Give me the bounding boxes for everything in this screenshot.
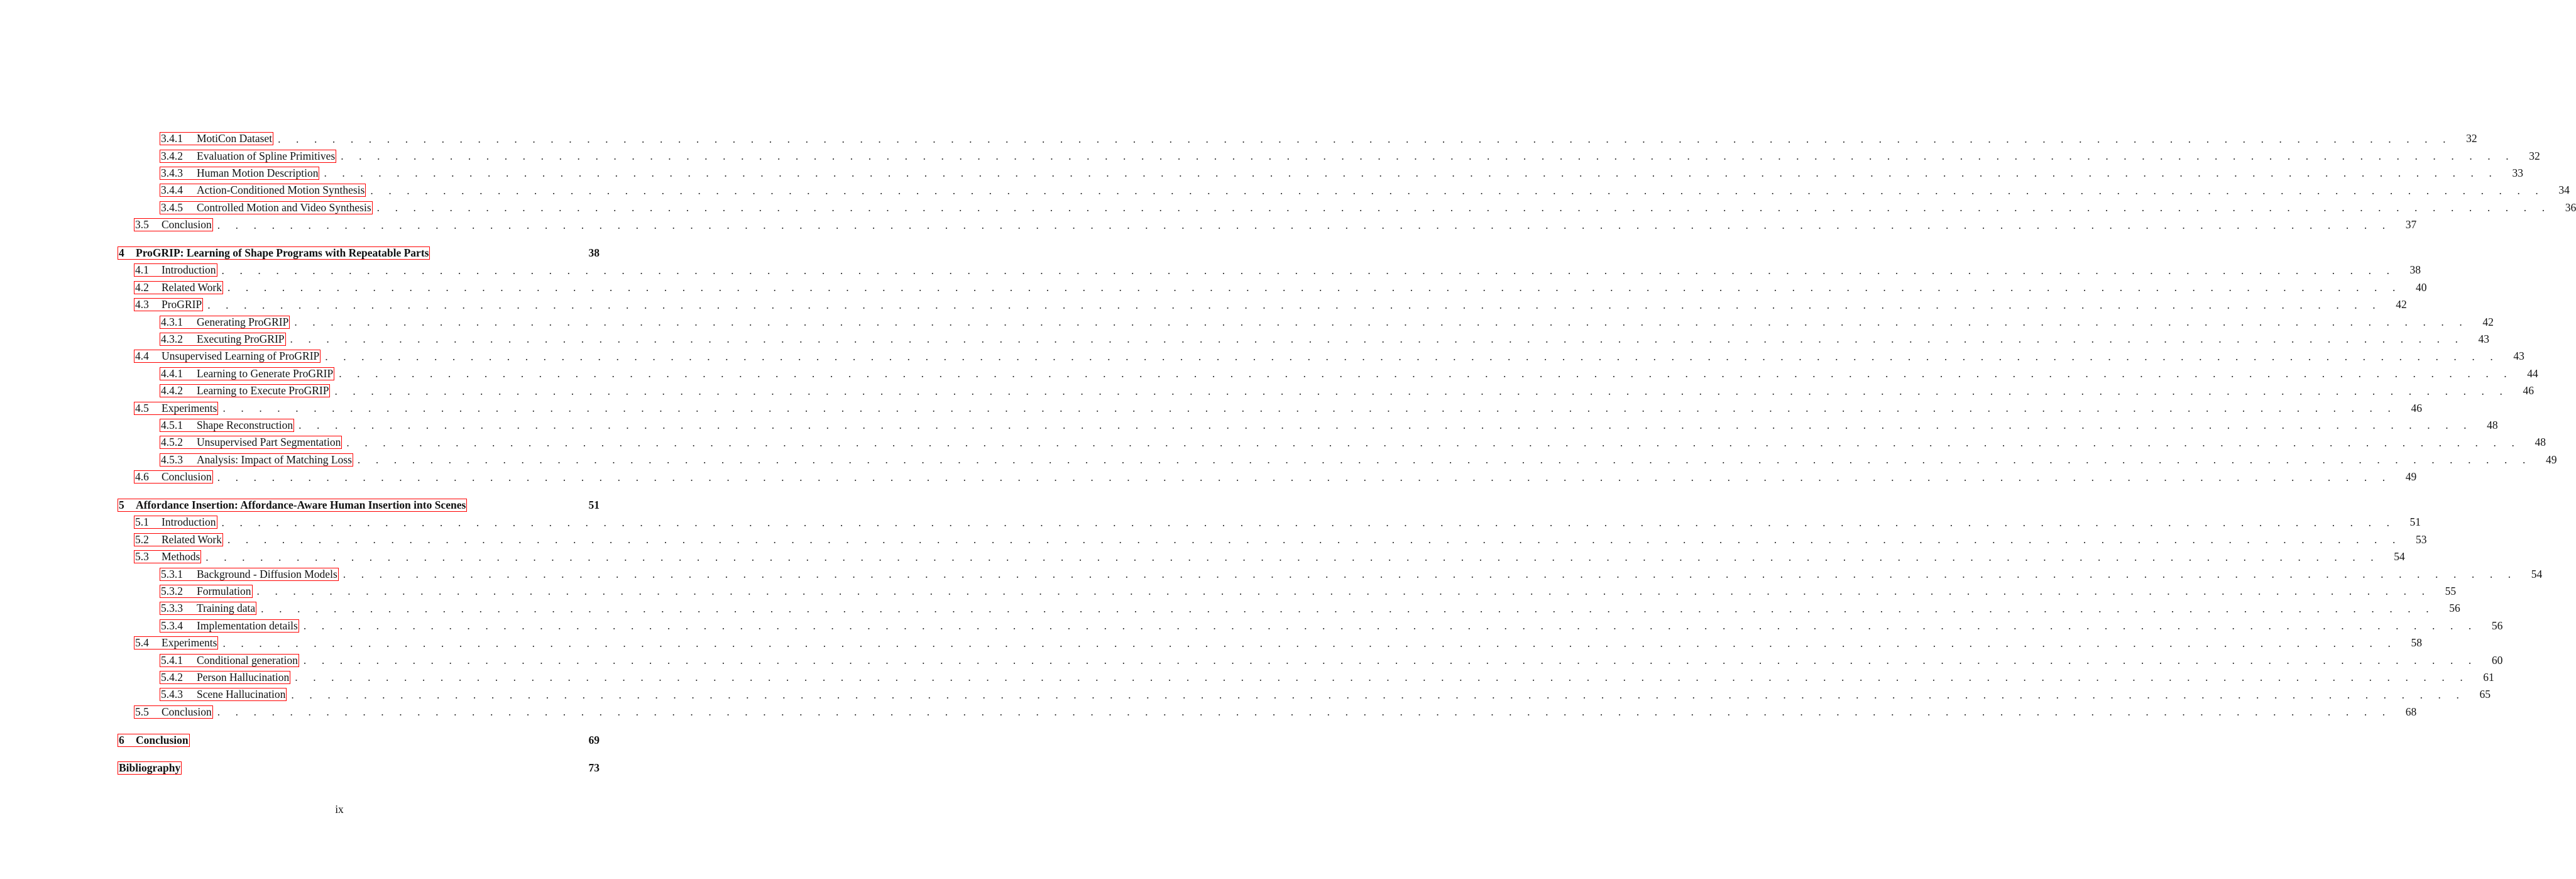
toc-entry-title: Affordance Insertion: Affordance-Aware Human Insertion into Scenes (136, 499, 466, 511)
toc-chapter-row (118, 760, 600, 777)
toc-page-number: 73 (588, 761, 600, 775)
dot-leader: . . . . . . . . . . . . . . . . . . . . . . . . . . . . . . . . . . . . . . . . . . . . . . . . . . . . . . . . . . . . . . . . . . . . . . . . . . . . . . . . . . . . . . . . . . . . . . . . . . . . . . . . . . . . . . . . . . . . . . . . (256, 585, 2431, 598)
toc-section-row (118, 634, 2422, 651)
toc-link[interactable] (134, 516, 217, 528)
toc-section-row (118, 313, 2494, 330)
toc-section-row (118, 468, 2417, 485)
toc-section-row (118, 531, 2427, 548)
toc-section-row (118, 199, 2576, 216)
toc-chapter-row (118, 245, 600, 262)
toc-link[interactable] (160, 316, 289, 328)
toc-entry-number: 4.4.2 (161, 384, 183, 397)
toc-page-number: 55 (2445, 584, 2457, 597)
toc-entry-title: Shape Reconstruction (197, 418, 293, 431)
toc-link[interactable] (160, 333, 285, 345)
toc-section-row (118, 262, 2421, 279)
dot-leader: . . . . . . . . . . . . . . . . . . . . . . . . . . . . . . . . . . . . . . . . . . . . . . . . . . . . . . . . . . . . . . . . . . . . . . . . . . . . . . . . . . . . . . . . . . . . . . . . . . . . . . . . . . . . . . . . . . . . . . . . (290, 333, 2465, 346)
toc-entry-title: Unsupervised Learning of ProGRIP (162, 350, 320, 363)
toc-page-number: 54 (2394, 550, 2405, 563)
toc-section-row (118, 617, 2503, 634)
dot-leader: . . . . . . . . . . . . . . . . . . . . . . . . . . . . . . . . . . . . . . . . . . . . . . . . . . . . . . . . . . . . . . . . . . . . . . . . . . . . . . . . . . . . . . . . . . . . . . . . . . . . . . . . . . . . . . . . . . . . . . . . (341, 150, 2515, 163)
toc-page-number: 51 (588, 499, 600, 511)
toc-entry-number: 4.3.2 (161, 332, 183, 345)
toc-link[interactable] (134, 706, 212, 718)
toc-entry-title: Introduction (162, 516, 216, 529)
dot-leader: . . . . . . . . . . . . . . . . . . . . . . . . . . . . . . . . . . . . . . . . . . . . . . . . . . . . . . . . . . . . . . . . . . . . . . . . . . . . . . . . . . . . . . . . . . . . . . . . . . . . . . . . . . . . . . . . . . . . . . . . (325, 350, 2499, 363)
toc-page-number: 56 (2491, 619, 2503, 632)
toc-entry-title: Conclusion (162, 470, 212, 484)
toc-entry-number: 3.4.3 (161, 166, 183, 179)
toc-entry-title: Introduction (162, 263, 216, 277)
dot-leader: . . . . . . . . . . . . . . . . . . . . . . . . . . . . . . . . . . . . . . . . . . . . . . . . . . . . . . . . . . . . . . . . . . . . . . . . . . . . . . . . . . . . . . . . . . . . . . . . . . . . . . . . . . . . . . . . . . . . . . . . (370, 184, 2545, 197)
toc-link[interactable] (160, 568, 338, 580)
toc-entry-title: Evaluation of Spline Primitives (197, 149, 336, 162)
dot-leader: . . . . . . . . . . . . . . . . . . . . . . . . . . . . . . . . . . . . . . . . . . . . . . . . . . . . . . . . . . . . . . . . . . . . . . . . . . . . . . . . . . . . . . . . . . . . . . . . . . . . . . . . . . . . . . . . . . . . . . . . (303, 654, 2478, 667)
toc-page-number: 48 (2535, 436, 2546, 449)
toc-link[interactable] (134, 471, 212, 483)
toc-section-row (118, 296, 2407, 313)
toc-page-number: 34 (2558, 184, 2570, 197)
toc-link[interactable] (160, 620, 299, 632)
toc-link[interactable] (160, 585, 252, 597)
toc-link[interactable] (160, 672, 290, 683)
toc-link[interactable] (160, 602, 256, 614)
toc-entry-title: Controlled Motion and Video Synthesis (197, 201, 371, 214)
dot-leader: . . . . . . . . . . . . . . . . . . . . . . . . . . . . . . . . . . . . . . . . . . . . . . . . . . . . . . . . . . . . . . . . . . . . . . . . . . . . . . . . . . . . . . . . . . . . . . . . . . . . . . . . . . . . . . . . . . . . . . . . (324, 167, 2498, 180)
dot-leader: . . . . . . . . . . . . . . . . . . . . . . . . . . . . . . . . . . . . . . . . . . . . . . . . . . . . . . . . . . . . . . . . . . . . . . . . . . . . . . . . . . . . . . . . . . . . . . . . . . . . . . . . . . . . . . . . . . . . . . . . (357, 453, 2532, 467)
toc-link[interactable] (160, 133, 273, 145)
toc-entry-number: 5.4.2 (161, 670, 183, 683)
toc-page-number: 40 (2415, 280, 2427, 294)
toc-link[interactable] (160, 688, 286, 700)
toc-page-number: 44 (2527, 367, 2538, 380)
toc-page-number: 42 (2396, 298, 2407, 311)
toc-page-number: 60 (2491, 653, 2503, 666)
dot-leader: . . . . . . . . . . . . . . . . . . . . . . . . . . . . . . . . . . . . . . . . . . . . . . . . . . . . . . . . . . . . . . . . . . . . . . . . . . . . . . . . . . . . . . . . . . . . . . . . . . . . . . . . . . . . . . . . . . . . . . . . (376, 201, 2551, 214)
toc-page-number: 69 (588, 733, 600, 746)
toc-section-row (118, 417, 2498, 434)
dot-leader: . . . . . . . . . . . . . . . . . . . . . . . . . . . . . . . . . . . . . . . . . . . . . . . . . . . . . . . . . . . . . . . . . . . . . . . . . . . . . . . . . . . . . . . . . . . . . . . . . . . . . . . . . . . . . . . . . . . . . . . . (294, 316, 2469, 329)
dot-leader: . . . . . . . . . . . . . . . . . . . . . . . . . . . . . . . . . . . . . . . . . . . . . . . . . . . . . . . . . . . . . . . . . . . . . . . . . . . . . . . . . . . . . . . . . . . . . . . . . . . . . . . . . . . . . . . . . . . . . . . . (227, 533, 2402, 546)
toc-page-number: 65 (2479, 688, 2491, 701)
toc-link[interactable] (160, 436, 341, 448)
toc-entry-number: 5.5 (135, 705, 149, 718)
toc-page-number: 54 (2531, 567, 2543, 580)
toc-section-row (118, 704, 2417, 721)
toc-link[interactable] (160, 385, 329, 397)
toc-page-number: 58 (2411, 636, 2422, 650)
toc-entry-title: Person Hallucination (197, 670, 290, 683)
toc-link[interactable] (134, 264, 217, 276)
toc-entry-title: Related Work (162, 533, 222, 546)
toc-entry-number: 4.4.1 (161, 367, 183, 380)
dot-leader: . . . . . . . . . . . . . . . . . . . . . . . . . . . . . . . . . . . . . . . . . . . . . . . . . . . . . . . . . . . . . . . . . . . . . . . . . . . . . . . . . . . . . . . . . . . . . . . . . . . . . . . . . . . . . . . . . . . . . . . . (343, 568, 2518, 581)
dot-leader: . . . . . . . . . . . . . . . . . . . . . . . . . . . . . . . . . . . . . . . . . . . . . . . . . . . . . . . . . . . . . . . . . . . . . . . . . . . . . . . . . . . . . . . . . . . . . . . . . . . . . . . . . . . . . . . . . . . . . . . . (303, 619, 2478, 633)
toc-section-row (118, 147, 2540, 164)
toc-entry-title: Scene Hallucination (197, 688, 286, 701)
toc-section-row (118, 165, 2523, 182)
toc-entry-number: 5.3.1 (161, 567, 183, 580)
toc-entry-number: 5.4 (135, 636, 149, 650)
toc-page-number: 46 (2411, 401, 2422, 414)
toc-page-number: 42 (2482, 315, 2494, 328)
toc-entry-number: 5.3 (135, 550, 149, 563)
toc-entry-title: Methods (162, 550, 200, 563)
toc-link[interactable] (134, 219, 212, 231)
toc-section-row (118, 365, 2538, 382)
toc-link[interactable] (160, 167, 319, 179)
toc-entry-title: Conclusion (162, 218, 212, 231)
toc-entry-number: 3.5 (135, 218, 149, 231)
toc-entry-title: Learning to Execute ProGRIP (197, 384, 329, 397)
toc-page-number: 36 (2565, 201, 2576, 214)
toc-entry-number: 5.2 (135, 533, 149, 546)
toc-entry-title: Generating ProGRIP (197, 315, 289, 328)
dot-leader: . . . . . . . . . . . . . . . . . . . . . . . . . . . . . . . . . . . . . . . . . . . . . . . . . . . . . . . . . . . . . . . . . . . . . . . . . . . . . . . . . . . . . . . . . . . . . . . . . . . . . . . . . . . . . . . . . . . . . . . . (217, 705, 2392, 719)
toc-link[interactable] (118, 247, 429, 259)
toc-section-row (118, 686, 2491, 703)
toc-entry-title: Human Motion Description (197, 166, 319, 179)
toc-page-number: 37 (2405, 218, 2417, 231)
toc-entry-number: 4.5.2 (161, 436, 183, 449)
toc-entry-title: Conclusion (136, 733, 189, 746)
dot-leader: . . . . . . . . . . . . . . . . . . . . . . . . . . . . . . . . . . . . . . . . . . . . . . . . . . . . . . . . . . . . . . . . . . . . . . . . . . . . . . . . . . . . . . . . . . . . . . . . . . . . . . . . . . . . . . . . . . . . . . . . (278, 132, 2452, 145)
toc-page-number: 49 (2545, 453, 2557, 466)
toc-page-number: 46 (2523, 384, 2534, 397)
toc-link[interactable] (160, 454, 353, 466)
dot-leader: . . . . . . . . . . . . . . . . . . . . . . . . . . . . . . . . . . . . . . . . . . . . . . . . . . . . . . . . . . . . . . . . . . . . . . . . . . . . . . . . . . . . . . . . . . . . . . . . . . . . . . . . . . . . . . . . . . . . . . . . (227, 281, 2402, 294)
toc-section-row (118, 651, 2503, 668)
toc-entry-title: Unsupervised Part Segmentation (197, 436, 341, 449)
dot-leader: . . . . . . . . . . . . . . . . . . . . . . . . . . . . . . . . . . . . . . . . . . . . . . . . . . . . . . . . . . . . . . . . . . . . . . . . . . . . . . . . . . . . . . . . . . . . . . . . . . . . . . . . . . . . . . . . . . . . . . . . (207, 298, 2382, 311)
toc-section-row (118, 216, 2417, 233)
toc-entry-title: Bibliography (119, 761, 181, 775)
toc-entry-number: 4.4 (135, 350, 149, 363)
toc-entry-number: 5.1 (135, 516, 149, 529)
table-of-contents (118, 130, 2576, 777)
toc-entry-number: 4.3 (135, 298, 149, 311)
toc-entry-number: 4 (119, 246, 124, 260)
toc-page-number: 43 (2478, 332, 2490, 345)
toc-section-row (118, 382, 2534, 399)
dot-leader: . . . . . . . . . . . . . . . . . . . . . . . . . . . . . . . . . . . . . . . . . . . . . . . . . . . . . . . . . . . . . . . . . . . . . . . . . . . . . . . . . . . . . . . . . . . . . . . . . . . . . . . . . . . . . . . . . . . . . . . . (339, 367, 2513, 380)
toc-entry-number: 5.3.2 (161, 584, 183, 597)
toc-entry-number: 4.3.1 (161, 315, 183, 328)
dot-leader: . . . . . . . . . . . . . . . . . . . . . . . . . . . . . . . . . . . . . . . . . . . . . . . . . . . . . . . . . . . . . . . . . . . . . . . . . . . . . . . . . . . . . . . . . . . . . . . . . . . . . . . . . . . . . . . . . . . . . . . . (334, 384, 2509, 397)
dot-leader: . . . . . . . . . . . . . . . . . . . . . . . . . . . . . . . . . . . . . . . . . . . . . . . . . . . . . . . . . . . . . . . . . . . . . . . . . . . . . . . . . . . . . . . . . . . . . . . . . . . . . . . . . . . . . . . . . . . . . . . . (222, 636, 2397, 650)
toc-entry-title: Analysis: Impact of Matching Loss (197, 453, 352, 466)
toc-chapter-row (118, 497, 600, 514)
toc-page-number: 33 (2512, 166, 2523, 179)
dot-leader: . . . . . . . . . . . . . . . . . . . . . . . . . . . . . . . . . . . . . . . . . . . . . . . . . . . . . . . . . . . . . . . . . . . . . . . . . . . . . . . . . . . . . . . . . . . . . . . . . . . . . . . . . . . . . . . . . . . . . . . . (261, 602, 2435, 615)
toc-section-row (118, 130, 2477, 147)
toc-entry-title: Learning to Generate ProGRIP (197, 367, 334, 380)
toc-entry-title: Related Work (162, 280, 222, 294)
page-number: ix (335, 803, 344, 815)
toc-page-number: 68 (2405, 705, 2417, 718)
toc-link[interactable] (134, 299, 202, 311)
toc-page-number: 61 (2483, 670, 2494, 683)
toc-page-number: 43 (2513, 350, 2524, 363)
toc-entry-number: 5 (119, 499, 124, 511)
toc-entry-title: Conclusion (162, 705, 212, 718)
toc-page-number: 49 (2405, 470, 2417, 484)
toc-section-row (118, 451, 2557, 468)
toc-section-row (118, 348, 2524, 365)
toc-entry-number: 4.5.3 (161, 453, 183, 466)
toc-section-row (118, 600, 2460, 617)
toc-section-row (118, 514, 2421, 531)
toc-entry-number: 4.2 (135, 280, 149, 294)
dot-leader: . . . . . . . . . . . . . . . . . . . . . . . . . . . . . . . . . . . . . . . . . . . . . . . . . . . . . . . . . . . . . . . . . . . . . . . . . . . . . . . . . . . . . . . . . . . . . . . . . . . . . . . . . . . . . . . . . . . . . . . . (295, 671, 2469, 684)
toc-link[interactable] (134, 402, 217, 414)
toc-entry-title: ProGRIP: Learning of Shape Programs with Repeatable Parts (136, 246, 429, 260)
toc-entry-title: Background - Diffusion Models (197, 567, 337, 580)
toc-link[interactable] (160, 150, 336, 162)
toc-section-row (118, 548, 2405, 565)
toc-section-row (118, 565, 2543, 582)
toc-link[interactable] (160, 419, 293, 431)
dot-leader: . . . . . . . . . . . . . . . . . . . . . . . . . . . . . . . . . . . . . . . . . . . . . . . . . . . . . . . . . . . . . . . . . . . . . . . . . . . . . . . . . . . . . . . . . . . . . . . . . . . . . . . . . . . . . . . . . . . . . . . . (222, 402, 2397, 415)
dot-leader: . . . . . . . . . . . . . . . . . . . . . . . . . . . . . . . . . . . . . . . . . . . . . . . . . . . . . . . . . . . . . . . . . . . . . . . . . . . . . . . . . . . . . . . . . . . . . . . . . . . . . . . . . . . . . . . . . . . . . . . . (217, 470, 2392, 484)
toc-entry-number: 4.6 (135, 470, 149, 484)
toc-entry-title: Implementation details (197, 619, 298, 632)
toc-entry-number: 4.1 (135, 263, 149, 277)
toc-link[interactable] (134, 637, 217, 649)
toc-entry-title: Action-Conditioned Motion Synthesis (197, 184, 365, 197)
toc-page-number: 38 (2409, 263, 2421, 277)
dot-leader: . . . . . . . . . . . . . . . . . . . . . . . . . . . . . . . . . . . . . . . . . . . . . . . . . . . . . . . . . . . . . . . . . . . . . . . . . . . . . . . . . . . . . . . . . . . . . . . . . . . . . . . . . . . . . . . . . . . . . . . . (221, 516, 2396, 529)
toc-link[interactable] (134, 551, 200, 563)
toc-entry-number: 5.3.4 (161, 619, 183, 632)
toc-entry-title: Training data (197, 602, 256, 615)
toc-entry-title: Formulation (197, 584, 251, 597)
toc-page-number: 48 (2487, 418, 2498, 431)
dot-leader: . . . . . . . . . . . . . . . . . . . . . . . . . . . . . . . . . . . . . . . . . . . . . . . . . . . . . . . . . . . . . . . . . . . . . . . . . . . . . . . . . . . . . . . . . . . . . . . . . . . . . . . . . . . . . . . . . . . . . . . . (299, 419, 2473, 432)
toc-link[interactable] (134, 282, 222, 294)
toc-chapter-row (118, 731, 600, 748)
toc-page-number: 56 (2449, 602, 2460, 615)
toc-entry-title: Experiments (162, 401, 217, 414)
dot-leader: . . . . . . . . . . . . . . . . . . . . . . . . . . . . . . . . . . . . . . . . . . . . . . . . . . . . . . . . . . . . . . . . . . . . . . . . . . . . . . . . . . . . . . . . . . . . . . . . . . . . . . . . . . . . . . . . . . . . . . . . (221, 263, 2396, 277)
dot-leader: . . . . . . . . . . . . . . . . . . . . . . . . . . . . . . . . . . . . . . . . . . . . . . . . . . . . . . . . . . . . . . . . . . . . . . . . . . . . . . . . . . . . . . . . . . . . . . . . . . . . . . . . . . . . . . . . . . . . . . . . (217, 218, 2392, 231)
toc-entry-title: MotiCon Dataset (197, 132, 273, 145)
toc-section-row (118, 434, 2546, 451)
toc-entry-title: Executing ProGRIP (197, 332, 285, 345)
toc-link[interactable] (160, 368, 334, 380)
toc-entry-title: Experiments (162, 636, 217, 650)
toc-entry-number: 4.5 (135, 401, 149, 414)
toc-entry-number: 3.4.2 (161, 149, 183, 162)
toc-entry-number: 4.5.1 (161, 418, 183, 431)
toc-entry-number: 6 (119, 733, 124, 746)
toc-link[interactable] (160, 655, 299, 666)
toc-section-row (118, 331, 2490, 348)
toc-entry-number: 5.4.3 (161, 688, 183, 701)
toc-link[interactable] (134, 350, 320, 362)
dot-leader: . . . . . . . . . . . . . . . . . . . . . . . . . . . . . . . . . . . . . . . . . . . . . . . . . . . . . . . . . . . . . . . . . . . . . . . . . . . . . . . . . . . . . . . . . . . . . . . . . . . . . . . . . . . . . . . . . . . . . . . . (291, 688, 2465, 701)
toc-entry-number: 3.4.4 (161, 184, 183, 197)
toc-link[interactable] (118, 762, 181, 774)
toc-section-row (118, 279, 2427, 296)
toc-section-row (118, 399, 2422, 416)
toc-page-number: 51 (2409, 516, 2421, 529)
toc-entry-number: 3.4.5 (161, 201, 183, 214)
toc-entry-number: 3.4.1 (161, 132, 183, 145)
toc-page-number: 53 (2415, 533, 2427, 546)
toc-section-row (118, 583, 2457, 600)
toc-section-row (118, 182, 2570, 199)
toc-link[interactable] (134, 534, 222, 546)
dot-leader: . . . . . . . . . . . . . . . . . . . . . . . . . . . . . . . . . . . . . . . . . . . . . . . . . . . . . . . . . . . . . . . . . . . . . . . . . . . . . . . . . . . . . . . . . . . . . . . . . . . . . . . . . . . . . . . . . . . . . . . . (206, 550, 2380, 563)
toc-page-number: 38 (588, 246, 600, 260)
toc-link[interactable] (118, 499, 466, 511)
toc-entry-number: 5.4.1 (161, 653, 183, 666)
toc-link[interactable] (160, 202, 372, 214)
dot-leader: . . . . . . . . . . . . . . . . . . . . . . . . . . . . . . . . . . . . . . . . . . . . . . . . . . . . . . . . . . . . . . . . . . . . . . . . . . . . . . . . . . . . . . . . . . . . . . . . . . . . . . . . . . . . . . . . . . . . . . . . (346, 436, 2521, 449)
toc-entry-number: 5.3.3 (161, 602, 183, 615)
toc-entry-title: Conditional generation (197, 653, 298, 666)
toc-entry-title: ProGRIP (162, 298, 202, 311)
toc-link[interactable] (160, 184, 365, 196)
toc-link[interactable] (118, 734, 189, 746)
toc-page-number: 32 (2466, 132, 2477, 145)
toc-section-row (118, 669, 2494, 686)
toc-page-number: 32 (2529, 149, 2540, 162)
